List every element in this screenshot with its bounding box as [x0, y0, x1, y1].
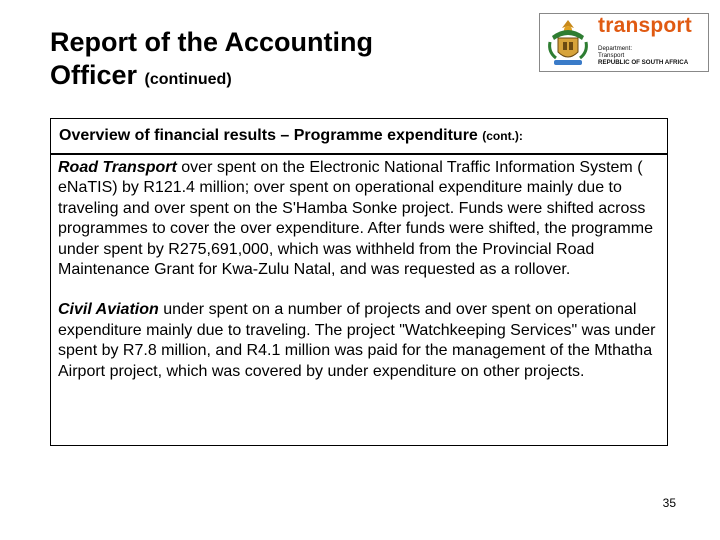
logo-line2: Transport: [598, 52, 625, 59]
slide-title-suffix: (continued): [144, 71, 232, 88]
slide-title-line2: [50, 59, 490, 96]
subheading-main: Overview of financial results – Programme expenditure: [59, 127, 478, 144]
logo-subtitle: [598, 45, 708, 66]
paragraph-text: under spent on a number of projects and over spent on operational expenditure mainly due to traveling. The project "Watchkeeping Services" was under spent by R7.8 million, and R4.1 million was paid for the management of the Mthatha Airport project, which was covered by under expenditure on other projects.: [58, 301, 656, 380]
content-box: [50, 154, 668, 446]
page-number: 35: [662, 496, 676, 510]
slide-title: [50, 26, 490, 96]
paragraph-civil-aviation: [58, 300, 662, 382]
paragraph-road-transport: [58, 158, 662, 280]
subheading-suffix: (cont.):: [482, 129, 523, 143]
paragraph-lead: Road Transport: [58, 159, 177, 176]
paragraph-lead: Civil Aviation: [58, 301, 159, 319]
logo-line3: REPUBLIC OF SOUTH AFRICA: [598, 59, 689, 66]
slide-title-line1: Report of the Accounting: [50, 27, 373, 57]
department-logo: [539, 13, 709, 72]
coat-of-arms-icon: [544, 18, 592, 68]
logo-brand-text: transport: [598, 14, 692, 37]
logo-line1: Department:: [598, 45, 633, 52]
paragraph-text: over spent on the Electronic National Traffic Information System ( eNaTIS) by R121.4 million; over spent on operational expenditure mainly due to traveling and over spent on the S'Hamba Sonke project. Funds were shifted across programmes to cover the over expenditure. After funds were shifted, the programme under spent by R275,691,000, which was withheld from the Provincial Road Maintenance Grant for Kwa-Zulu Natal, and was requested as a rollover.: [58, 159, 653, 279]
slide-title-main: Officer: [50, 60, 138, 90]
section-subheading: [50, 118, 668, 154]
